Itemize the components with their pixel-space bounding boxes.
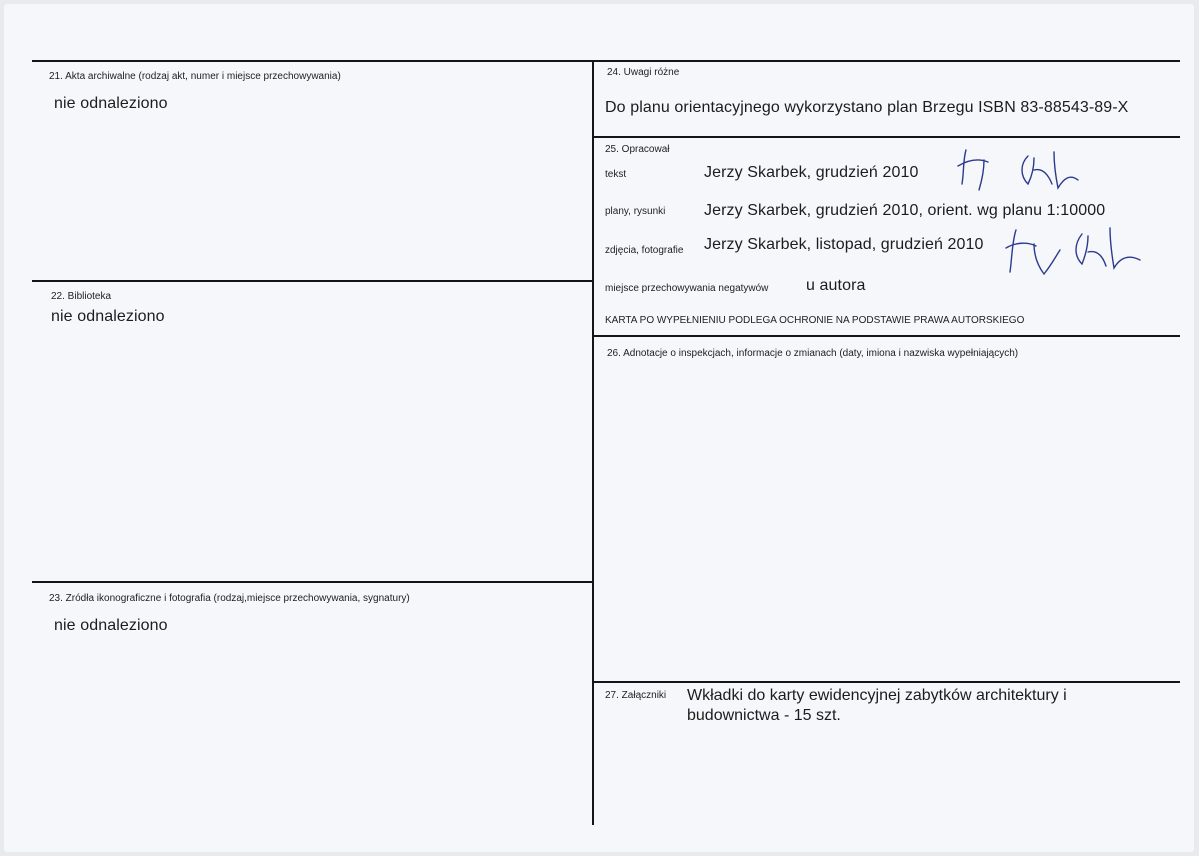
negatives-value: u autora: [806, 277, 866, 294]
form-sheet: [4, 4, 1194, 852]
negatives-label: miejsce przechowywania negatywów: [605, 283, 769, 294]
row-tekst-value: Jerzy Skarbek, grudzień 2010: [704, 164, 919, 181]
vertical-divider: [592, 60, 594, 825]
section-22-label: 22. Biblioteka: [51, 291, 112, 302]
rule-22-23: [32, 581, 593, 583]
rule-26-27: [593, 681, 1180, 683]
section-24-value: Do planu orientacyjnego wykorzystano plan Brzegu ISBN 83-88543-89-X: [605, 99, 1129, 116]
section-23-value: nie odnaleziono: [54, 617, 168, 634]
section-27-value: Wkładki do karty ewidencyjnej zabytków architektury i budownictwa - 15 szt.: [687, 687, 1067, 724]
section-22-value: nie odnaleziono: [51, 308, 165, 325]
section-21-label: 21. Akta archiwalne (rodzaj akt, numer i miejsce przechowywania): [49, 71, 341, 82]
row-zdjecia-value: Jerzy Skarbek, listopad, grudzień 2010: [704, 236, 984, 253]
section-24-label: 24. Uwagi różne: [607, 67, 680, 78]
row-zdjecia-label: zdjęcia, fotografie: [605, 245, 684, 256]
row-plany-value: Jerzy Skarbek, grudzień 2010, orient. wg planu 1:10000: [704, 202, 1106, 219]
section-26-label: 26. Adnotacje o inspekcjach, informacje o zmianach (daty, imiona i nazwiska wypełniających): [607, 348, 1019, 359]
section-27-label: 27. Załączniki: [605, 690, 667, 701]
section-25-label: 25. Opracował: [605, 144, 670, 155]
top-rule: [32, 60, 1180, 62]
section-23-label: 23. Zródła ikonograficzne i fotografia (rodzaj,miejsce przechowywania, sygnatury): [49, 593, 410, 604]
signature-2: [1004, 222, 1164, 282]
rule-24-25: [593, 136, 1180, 138]
rule-25-26: [593, 335, 1180, 337]
row-plany-label: plany, rysunki: [605, 206, 666, 217]
rule-21-22: [32, 280, 593, 282]
section-21-value: nie odnaleziono: [54, 95, 168, 112]
copyright-notice: KARTA PO WYPEŁNIENIU PODLEGA OCHRONIE NA PODSTAWIE PRAWA AUTORSKIEGO: [605, 315, 1025, 326]
row-tekst-label: tekst: [605, 169, 627, 180]
signature-1: [954, 144, 1114, 194]
